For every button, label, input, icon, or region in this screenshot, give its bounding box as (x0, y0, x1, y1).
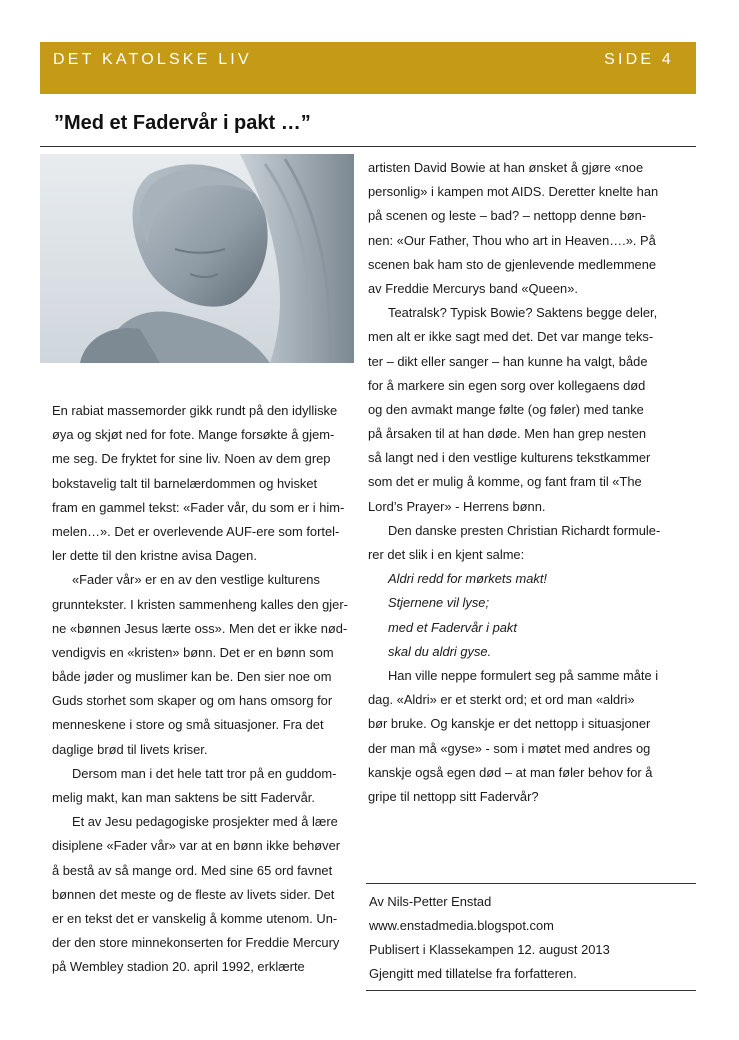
text-line: Den danske presten Christian Richardt formule- (388, 522, 661, 538)
text-line: vendigvis en «kristen» bønn. Det er en bønn som (52, 644, 334, 660)
article-credits (369, 890, 610, 986)
poem-line: Stjernene vil lyse; (388, 595, 490, 611)
text-line: Dersom man i det hele tatt tror på en guddom- (72, 765, 337, 781)
text-line: men alt er ikke sagt med det. Det var mange teks- (368, 329, 654, 345)
text-line: gripe til nettopp sitt Fadervår? (368, 788, 539, 804)
text-line: En rabiat massemorder gikk rundt på den idylliske (52, 403, 338, 418)
text-line: der man må «gyse» - som i møtet med andres og (368, 740, 651, 756)
text-line: rer det slik i en kjent salme: (368, 547, 525, 562)
text-line: der den store minnekonserten for Freddie Mercury (52, 935, 340, 951)
text-line: personlig» i kampen mot AIDS. Deretter knelte han (368, 184, 659, 200)
text-line: daglige brød til livets kriser. (52, 741, 208, 757)
text-line: me seg. De fryktet for sine liv. Noen av dem grep (52, 451, 331, 467)
text-line: disiplene «Fader vår» var at en bønn ikke behøver (52, 838, 341, 854)
credit-url: www.enstadmedia.blogspot.com (369, 918, 554, 933)
text-line: menneskene i store og små situasjoner. Fra det (52, 717, 324, 733)
text-line: Lord’s Prayer» - Herrens bønn. (368, 498, 546, 514)
credit-author: Av Nils-Petter Enstad (369, 894, 492, 909)
text-line: bokstavelig talt til barnelærdommen og hvisket (52, 475, 318, 491)
text-line: grunntekster. I kristen sammenheng kalles den gjer- (52, 596, 348, 612)
article-title: ”Med et Fadervår i pakt …” (54, 112, 311, 134)
angel-statue-image (40, 154, 354, 363)
text-line: på scenen og leste – bad? – nettopp denne bøn- (368, 208, 647, 224)
text-line: melen…». Det er overlevende AUF-ere som fortel- (52, 523, 340, 539)
text-line: Et av Jesu pedagogiske prosjekter med å lære (72, 814, 338, 830)
text-line: Han ville neppe formulert seg på samme måte i (388, 667, 659, 683)
text-line: ler dette til den kristne avisa Dagen. (52, 548, 257, 564)
title-divider (40, 146, 696, 147)
text-line: av Freddie Mercurys band «Queen». (368, 280, 578, 296)
text-line: for å markere sin egen sorg over kollegaens død (368, 377, 646, 393)
text-line: og den avmakt mange følte (og føler) med tanke (368, 401, 644, 417)
header-bar (40, 42, 696, 94)
poem-line: skal du aldri gyse. (388, 643, 492, 659)
text-line: på årsaken til at han døde. Men han grep nesten (368, 426, 647, 442)
text-line: «Fader vår» er en av den vestlige kulturens (72, 572, 320, 588)
text-line: øya og skjøt ned for fote. Mange forsøkte å gjem- (52, 427, 335, 443)
text-line: er en tekst det er vanskelig å komme utenom. Un- (52, 910, 338, 926)
credit-permission: Gjengitt med tillatelse fra forfatteren. (369, 966, 577, 981)
text-line: kanskje også egen død – at man føler behov for å (368, 764, 653, 780)
text-line: både jøder og muslimer kan be. Den sier noe om (52, 669, 332, 685)
page-number: SIDE 4 (604, 51, 674, 68)
text-line: melig makt, kan man saktens be sitt Fadervår. (52, 790, 315, 805)
text-line: fram en gammel tekst: «Fader vår, du som er i him- (52, 499, 345, 515)
poem-line: Aldri redd for mørkets makt! (388, 571, 548, 587)
section-title: DET KATOLSKE LIV (53, 51, 252, 68)
credit-published: Publisert i Klassekampen 12. august 2013 (369, 942, 610, 957)
article-column-right (368, 156, 674, 809)
text-line: nen: «Our Father, Thou who art in Heaven….». På (368, 232, 656, 248)
text-line: bør bruke. Og kanskje er det nettopp i situasjoner (368, 716, 651, 732)
text-line: å bestå av så mange ord. Med sine 65 ord favnet (52, 862, 333, 878)
text-line: Teatralsk? Typisk Bowie? Saktens begge deler, (388, 305, 658, 321)
text-line: bønnen det meste og de fleste av livets sider. Det (52, 886, 335, 902)
credits-bottom-divider (366, 990, 696, 991)
text-line: som det er mulig å komme, og fant fram til «The (368, 474, 642, 490)
text-line: scenen bak ham sto de gjenlevende medlemmene (368, 256, 657, 272)
text-line: Guds storhet som skaper og om hans omsorg for (52, 693, 333, 709)
credits-top-divider (366, 883, 696, 884)
text-line: dag. «Aldri» er et sterkt ord; et ord man «aldri» (368, 692, 635, 708)
text-line: artisten David Bowie at han ønsket å gjøre «noe (368, 160, 644, 175)
article-column-left (52, 399, 364, 980)
text-line: på Wembley stadion 20. april 1992, erklærte (52, 959, 305, 975)
text-line: ne «bønnen Jesus lærte oss». Men det er ikke nød- (52, 620, 348, 636)
poem-line: med et Fadervår i pakt (388, 619, 517, 635)
text-line: ter – dikt eller sanger – han kunne ha valgt, både (368, 353, 648, 369)
text-line: så langt ned i den vestlige kulturens tekstkammer (368, 450, 651, 466)
